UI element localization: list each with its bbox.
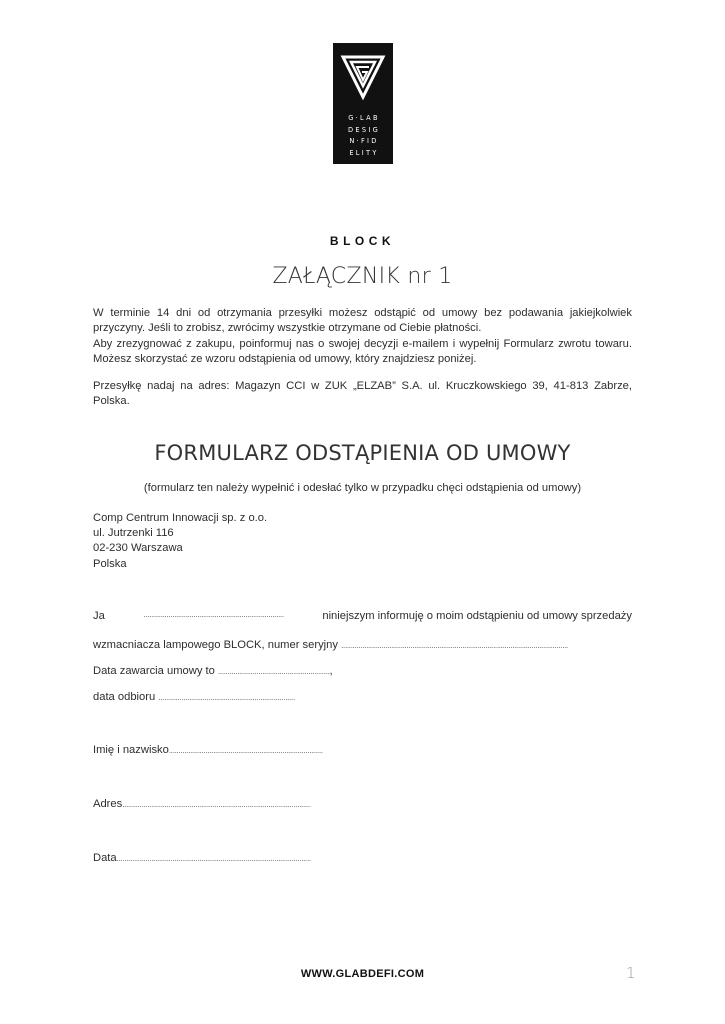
recipient-address (93, 511, 267, 572)
glab-triangle-logo-icon (339, 53, 387, 105)
name-fill-field[interactable]: ......................................................................... (143, 610, 284, 619)
date-line (93, 852, 311, 864)
receipt-date-label: data odbioru (93, 691, 156, 703)
serial-number-field[interactable]: ...................................................................................................................... (341, 641, 568, 650)
contract-date-comma: , (329, 665, 333, 677)
contract-date-line (93, 665, 333, 677)
intro-paragraph-1b: Aby zrezygnować z zakupu, poinformuj nas o swojej decyzji e-mailem i wypełnij Formularz zwrotu towaru. Możesz skorzystać ze wzoru odstąpienia od umowy, który znajdziesz poniżej. (93, 337, 632, 365)
statement-end: niniejszym informuję o moim odstąpieniu od umowy sprzedaży (322, 610, 632, 622)
address-line-field-row (93, 798, 311, 810)
statement-line (93, 610, 632, 622)
page-number: 1 (626, 964, 636, 982)
address-field[interactable]: .................................................................................................. (122, 800, 311, 809)
contract-date-field[interactable]: .......................................................... (217, 667, 330, 676)
product-name: BLOCK (329, 234, 396, 248)
receipt-date-field[interactable]: ....................................................................... (158, 693, 295, 702)
logo-line: N·FID (349, 137, 379, 145)
logo-line: ELITY (349, 148, 379, 157)
logo-line: G·LAB (348, 114, 380, 122)
address-line: ul. Jutrzenki 116 (93, 527, 174, 540)
address-line: Polska (93, 557, 127, 570)
contract-date-label: Data zawarcia umowy to (93, 665, 215, 677)
full-name-label: Imię i nazwisko (93, 744, 169, 756)
intro-paragraph-1: W terminie 14 dni od otrzymania przesyłki możesz odstąpić od umowy bez podawania jakiejkolwiek przyczyny. Jeśli to zrobisz, zwrócimy wszystkie otrzymane od Ciebie płatności. (93, 307, 632, 335)
logo-line: DESIG (348, 125, 380, 134)
full-name-field[interactable]: ................................................................................ (168, 746, 323, 755)
full-name-line (93, 744, 323, 756)
date-label: Data (93, 852, 117, 864)
date-field[interactable]: ..................................................................................................... (116, 854, 311, 863)
intro-paragraph (93, 306, 632, 367)
address-line: Comp Centrum Innowacji sp. z o.o. (93, 512, 268, 524)
address-label: Adres (93, 798, 123, 810)
form-note: (formularz ten należy wypełnić i odesłać tylko w przypadku chęci odstąpienia od umowy) (143, 482, 582, 494)
annex-title: ZAŁĄCZNIK nr 1 (272, 264, 453, 289)
serial-number-line (93, 639, 568, 651)
shipping-paragraph: Przesyłkę nadaj na adres: Magazyn CCI w ZUK „ELZAB” S.A. ul. Kruczkowskiego 39, 41-813 Zabrze, Polska. (93, 380, 632, 408)
address-line: 02-230 Warszawa (93, 542, 183, 555)
serial-number-label: wzmacniacza lampowego BLOCK, numer seryjny (93, 639, 338, 651)
logo-wordmark (333, 113, 393, 159)
statement-start: Ja (93, 610, 105, 622)
footer-website[interactable]: WWW.GLABDEFI.COM (300, 968, 425, 980)
form-title: FORMULARZ ODSTĄPIENIA OD UMOWY (154, 441, 571, 465)
receipt-date-line (93, 691, 295, 703)
company-logo (333, 43, 393, 164)
